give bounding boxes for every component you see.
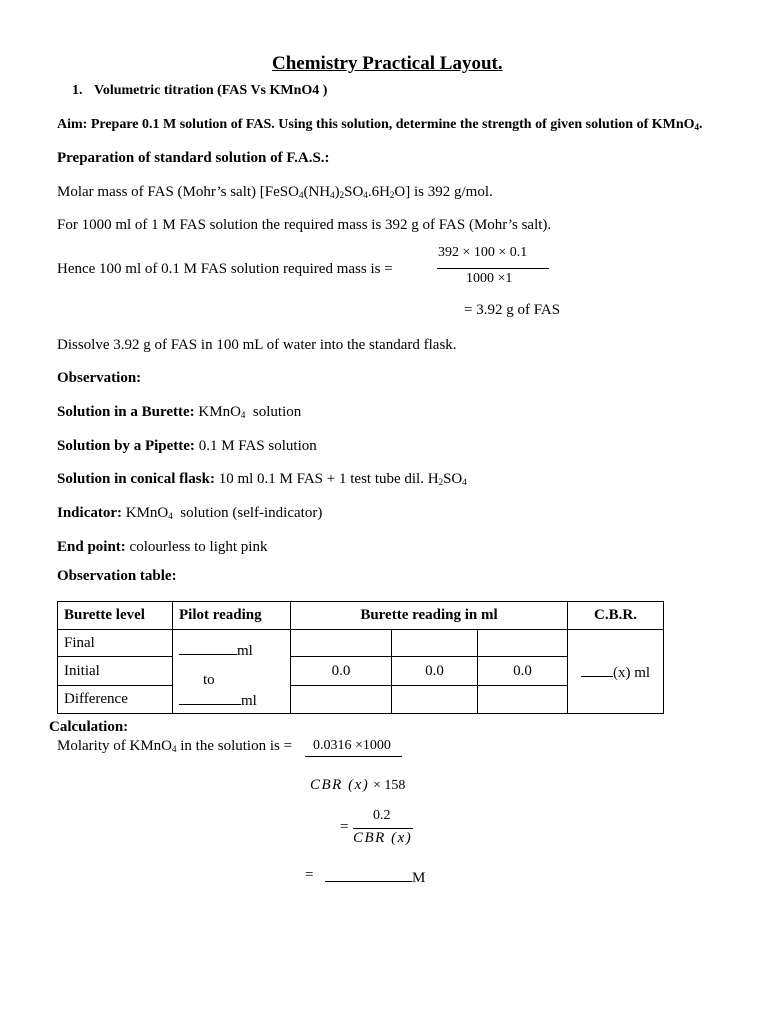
conical-flask-line: Solution in conical flask: 10 ml 0.1 M FAS + 1 test tube dil. $H_2SO_4$ (57, 471, 467, 487)
fraction-bar (437, 268, 549, 269)
indicator-line: Indicator: KMnO$_4$ solution (self-indicator) (57, 505, 323, 521)
molarity-line: Molarity of KMnO$_4$ in the solution is = (57, 738, 293, 754)
header-pilot-reading: Pilot reading (173, 602, 291, 630)
initial-reading-3: 0.0 (478, 657, 568, 686)
row-label-final: Final (58, 630, 173, 657)
burette-line: Solution in a Burette: KMnO$_4$ solution (57, 404, 302, 420)
observation-table (57, 601, 664, 714)
step3-equals: = (305, 867, 314, 883)
aim-text: Prepare 0.1 M solution of FAS. Using this solution, determine the strength of given solution of (90, 117, 649, 132)
molarity-denominator: CBR (x) × 158 (310, 777, 406, 793)
final-reading-2 (392, 630, 478, 657)
obs-table-heading: Observation table: (57, 568, 177, 584)
pilot-initial: ml (179, 690, 257, 710)
calculation-heading: Calculation: (49, 719, 129, 735)
step2-denominator: CBR (x) (353, 830, 413, 846)
fraction-numerator: 392 × 100 × 0.1 (438, 245, 528, 260)
pilot-to: to (203, 672, 215, 688)
difference-1 (291, 686, 392, 714)
cbr-cell: (x) ml (568, 630, 664, 714)
step2-numerator: 0.2 (373, 808, 391, 823)
row-label-initial: Initial (58, 657, 173, 686)
item-number: 1. (72, 83, 83, 98)
row-label-difference: Difference (58, 686, 173, 714)
item-title: Volumetric titration (FAS Vs KMnO4 ) (94, 83, 328, 98)
header-cbr: C.B.R. (568, 602, 664, 630)
table-header-row (58, 602, 664, 630)
pipette-line: Solution by a Pipette: 0.1 M FAS solution (57, 438, 317, 454)
endpoint-line: End point: colourless to light pink (57, 539, 268, 555)
hence-line: Hence 100 ml of 0.1 M FAS solution required mass is = (57, 261, 393, 277)
difference-3 (478, 686, 568, 714)
difference-2 (392, 686, 478, 714)
dissolve-line: Dissolve 3.92 g of FAS in 100 mL of water into the standard flask. (57, 337, 457, 353)
molarity-numerator: 0.0316 ×1000 (313, 738, 391, 753)
initial-reading-2: 0.0 (392, 657, 478, 686)
pilot-final: ml (179, 640, 253, 660)
final-reading-3 (478, 630, 568, 657)
final-reading-1 (291, 630, 392, 657)
fraction-denominator: 1000 ×1 (466, 271, 513, 286)
aim-formula: KMnO$_4$ (651, 117, 700, 132)
step2-fraction-bar (353, 828, 413, 829)
initial-reading-1: 0.0 (291, 657, 392, 686)
observation-heading: Observation: (57, 370, 142, 386)
step3-answer: M (325, 867, 425, 887)
step2-equals: = (340, 819, 349, 835)
header-burette-level: Burette level (58, 602, 173, 630)
aim-line: Aim: Prepare 0.1 M solution of FAS. Using this solution, determine the strength of given solution of KMnO$_4$. (57, 117, 703, 132)
page-title: Chemistry Practical Layout. (272, 53, 503, 74)
header-burette-reading: Burette reading in ml (291, 602, 568, 630)
result-line: = 3.92 g of FAS (464, 302, 561, 318)
molarity-fraction-bar (305, 756, 402, 757)
molar-mass-line: Molar mass of FAS (Mohr’s salt) $[FeSO_4(NH_4)_2SO_4.6H_2O]$ is 392 g/mol. (57, 184, 493, 200)
aim-label: Aim: (57, 117, 88, 132)
required-mass-line: For 1000 ml of 1 M FAS solution the required mass is 392 g of FAS (Mohr’s salt). (57, 217, 552, 233)
table-row (58, 630, 664, 657)
prep-heading: Preparation of standard solution of F.A.S.: (57, 150, 330, 166)
pilot-reading-cell (173, 630, 291, 714)
